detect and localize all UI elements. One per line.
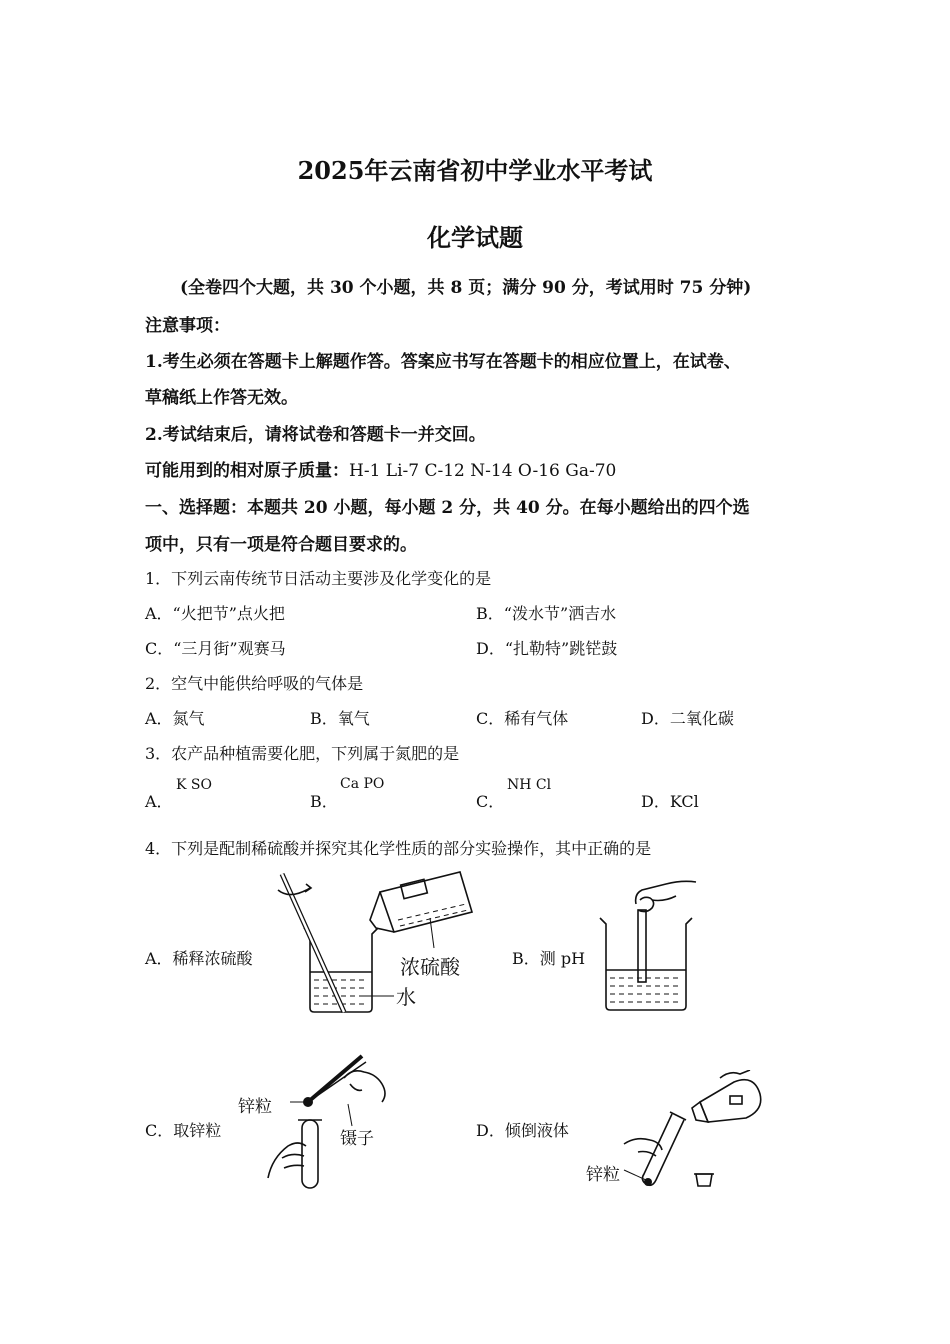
notes-heading: 注意事项：	[145, 316, 230, 336]
note-1-line-2: 草稿纸上作答无效。	[145, 388, 298, 408]
q4-option-d: D．倾倒液体	[476, 1121, 569, 1140]
q4-option-c: C．取锌粒	[145, 1121, 222, 1140]
q2-option-c: C．稀有气体	[476, 709, 569, 728]
exam-info: (全卷四个大题，共 30 个小题，共 8 页；满分 90 分，考试用时 75 分钟)	[180, 278, 752, 298]
note-1-line-1: 1.考生必须在答题卡上解题作答。答案应书写在答题卡的相应位置上，在试卷、	[145, 352, 741, 372]
q1-option-b: B．“泼水节”洒吉水	[476, 604, 617, 623]
q2-option-d: D．二氧化碳	[641, 709, 734, 728]
q2-option-b: B．氧气	[310, 709, 370, 728]
label-zinc-c: 锌粒	[238, 1097, 272, 1117]
q1-option-a: A．“火把节”点火把	[145, 604, 285, 623]
q3-option-c-label: C．	[476, 792, 505, 811]
q3-option-b-formula: Ca PO	[340, 776, 385, 792]
q2-option-a: A．氮气	[145, 709, 205, 728]
q3-stem: 3．农产品种植需要化肥，下列属于氮肥的是	[145, 744, 460, 763]
q3-option-a-label: A．	[145, 792, 173, 811]
figure-pour-liquid	[584, 1070, 774, 1190]
atomic-mass-line	[145, 456, 616, 481]
label-water: 水	[396, 985, 416, 1009]
q2-stem: 2．空气中能供给呼吸的气体是	[145, 674, 364, 693]
q3-option-d: D．KCl	[641, 792, 699, 811]
label-tweezers: 镊子	[340, 1129, 374, 1149]
atomic-mass-values: H-1 Li-7 C-12 N-14 O-16 Ga-70	[349, 461, 617, 481]
exam-title: 2025年云南省初中学业水平考试	[297, 156, 653, 185]
q3-option-c-formula: NH Cl	[507, 777, 552, 793]
label-zinc-d: 锌粒	[586, 1165, 620, 1185]
q3-option-b-label: B．	[310, 792, 338, 811]
note-2: 2.考试结束后，请将试卷和答题卡一并交回。	[145, 425, 486, 445]
figure-take-zinc	[232, 1048, 402, 1198]
subject-title: 化学试题	[427, 223, 523, 252]
q1-option-d: D．“扎勒特”跳铓鼓	[476, 639, 618, 658]
section-1-line-1: 一、选择题：本题共 20 小题，每小题 2 分，共 40 分。在每小题给出的四个选	[145, 498, 750, 518]
section-1-line-2: 项中，只有一项是符合题目要求的。	[145, 535, 417, 555]
q1-stem: 1．下列云南传统节日活动主要涉及化学变化的是	[145, 569, 492, 588]
label-concentrated-acid: 浓硫酸	[400, 955, 460, 979]
q4-option-a: A．稀释浓硫酸	[145, 949, 253, 968]
q4-stem: 4．下列是配制稀硫酸并探究其化学性质的部分实验操作，其中正确的是	[145, 839, 652, 858]
q1-option-c: C．“三月街”观赛马	[145, 639, 286, 658]
atomic-mass-label: 可能用到的相对原子质量：	[145, 461, 349, 481]
figure-dilute-acid	[270, 862, 480, 1022]
q4-option-b: B．测 pH	[512, 949, 586, 968]
figure-measure-ph	[596, 880, 706, 1016]
q3-option-a-formula: K SO	[176, 777, 212, 793]
